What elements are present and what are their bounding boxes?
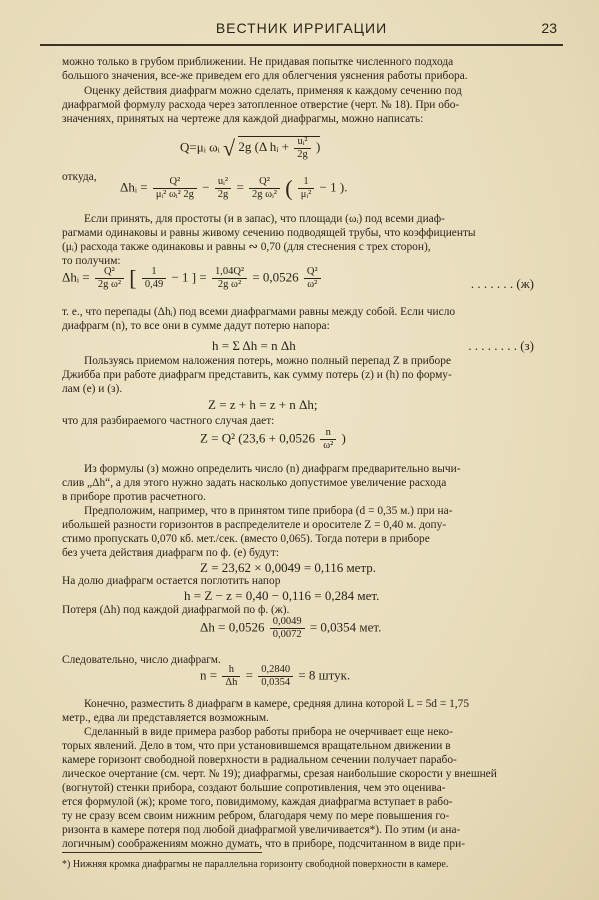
text-line: лическое очертание (см. черт. № 19); диафрагмы, срезая наибольшие скорости у внешней <box>62 768 497 780</box>
formula-z-value: Z = 23,62 × 0,0049 = 0,116 метр. <box>200 560 377 575</box>
text-line: ется формулой (ж); кроме того, повидимому, каждая диафрагма вступает в рабо- <box>62 796 453 808</box>
text-line: Оценку действия диафрагм можно сделать, применяя к каждому сечению под <box>84 85 462 97</box>
text-line: ризонта в камере потеря под любой диафрагмой увеличивается*). По этим (и ана- <box>62 824 461 836</box>
page-number: 23 <box>541 20 557 36</box>
text-line: т. е., что перепады (Δhᵢ) под всеми диафрагмами равны между собой. Если число <box>62 306 456 318</box>
text-line: диафрагмой формулу расхода через затопленное отверстие (черт. № 18). При обо- <box>62 99 460 111</box>
text-line: Сделанный в виде примера разбор работы прибора не очерчивает еще неко- <box>84 726 453 738</box>
text-line: значениях, принятых на чертеже для каждой диафрагмы, можно написать: <box>62 113 424 125</box>
text-line: стимо пропускать 0,070 кб. мет./сек. (вместо 0,065). Тогда потери в приборе <box>62 533 430 545</box>
text-line: Потеря (Δh) под каждой диафрагмой по ф. (ж). <box>62 604 290 616</box>
text-line: Из формулы (з) можно определить число (n) диафрагм предварительно вычи- <box>84 463 461 475</box>
text-line: ибольшей разности горизонтов в распределителе и оросителе Z = 0,40 м. допу- <box>62 519 447 531</box>
text-line: что для разбираемого частного случая дает: <box>62 415 275 427</box>
formula-dh-value: Δh = 0,0526 $\frac{0,0049}{0,0072}$ = 0,0354 мет. <box>200 616 382 640</box>
formula-discharge: Q=μᵢ ωᵢ √ 2g (Δ hᵢ + $\frac{\text{uᵢ²}}{2g}$ ) <box>180 135 321 161</box>
text-line: Предположим, например, что в принятом типе прибора (d = 0,35 м.) при на- <box>84 505 453 517</box>
journal-title: ВЕСТНИК ИРРИГАЦИИ <box>215 20 388 36</box>
text-line: Джибба при работе диафрагм представить, как сумму потерь (z) и (h) по форму- <box>62 369 452 381</box>
running-header <box>40 18 563 46</box>
text-line: логичным) соображениям можно думать, что в приборе, подсчитанном в виде при- <box>62 838 465 850</box>
text-line: диафрагм (n), то все они в сумме дадут потерю напора: <box>62 320 330 332</box>
text-line: слив „Δh“, а для этого нужно задать насколько допустимое увеличение расхода <box>62 477 447 489</box>
footnote: *) Нижняя кромка диафрагмы не параллельна горизонту свободной поверхности в камере. <box>62 859 449 870</box>
text-line: без учета действия диафрагм по ф. (е) будут: <box>62 547 280 559</box>
formula-z3: h = Σ Δh = n Δh . . . . . . . . (з) <box>212 338 534 353</box>
formula-total-drop-case: Z = Q² (23,6 + 0,0526 $\frac{n}{\text{ω²}}$ ) <box>200 427 346 451</box>
text-line: в приборе против расчетного. <box>62 491 206 503</box>
text-line: лам (е) и (з). <box>62 383 123 395</box>
text-line: камере горизонт свободной поверхности в радиальном сечении получает парабо- <box>62 754 457 766</box>
formula-head-loss: Δhᵢ = $\frac{\text{Q²}}{\text{μᵢ² ωᵢ² 2g}}$ − $\frac{\text{uᵢ²}}{2g}$ = $\frac{\text{Q²}}{\text{2g ωᵢ²}}$ ( $\frac{1}{\text{μᵢ²}}$ − 1 ). <box>120 175 348 201</box>
text-line: На долю диафрагм остается поглотить напор <box>62 575 281 587</box>
formula-total-drop: Z = z + h = z + n Δh; <box>208 397 318 412</box>
text-line: Пользуясь приемом наложения потерь, можно полный перепад Z в приборе <box>84 355 452 367</box>
footnote-rule <box>62 852 262 853</box>
text-line: (μᵢ) расхода также одинаковы и равны ∾ 0,70 (для стеснения с трех сторон), <box>62 241 431 253</box>
formula-count: n = $\frac{h}{\Delta h}$ = $\frac{0,2840}{0,0354}$ = 8 штук. <box>200 664 351 688</box>
text-line: откуда, <box>62 171 97 183</box>
text-line: ту не сразу всем своим нижним ребром, благодаря чему по мере повышения го- <box>62 810 450 822</box>
text-line: можно только в грубом приближении. Не придавая попытке численного подхода <box>62 56 454 68</box>
text-line: Если принять, для простоты (и в запас), что площади (ωᵢ) под всеми диаф- <box>84 213 445 225</box>
text-line: то получим: <box>62 255 121 267</box>
formula-zh: Δhᵢ = $\frac{\text{Q²}}{\text{2g ω²}}$ [ $\frac{1}{0,49}$ − 1 ] = $\frac{\text{1,04Q²}}{\text{2g ω²}}$ = 0,0526 $\frac{\text{Q²}}{\text{ω²}}$ . . . . . . . (ж) <box>62 265 534 291</box>
text-line: (вогнутой) стенки прибора, создают большие сопротивления, чем это оценива- <box>62 782 446 794</box>
text-line: Следовательно, число диафрагм. <box>62 654 221 666</box>
text-line: торых явлений. Дело в том, что при установившемся вращательном движении в <box>62 740 451 752</box>
text-line: рагмами одинаковы и равны живому сечению подводящей трубы, что коэффициенты <box>62 227 476 239</box>
formula-h-value: h = Z − z = 0,40 − 0,116 = 0,284 мет. <box>184 588 380 603</box>
text-line: Конечно, разместить 8 диафрагм в камере, средняя длина которой L = 5d = 1,75 <box>84 698 470 710</box>
text-line: большого значения, все-же приведем его для облегчения уяснения работы прибора. <box>62 70 468 82</box>
text-line: метр., едва ли представляется возможным. <box>62 712 269 724</box>
